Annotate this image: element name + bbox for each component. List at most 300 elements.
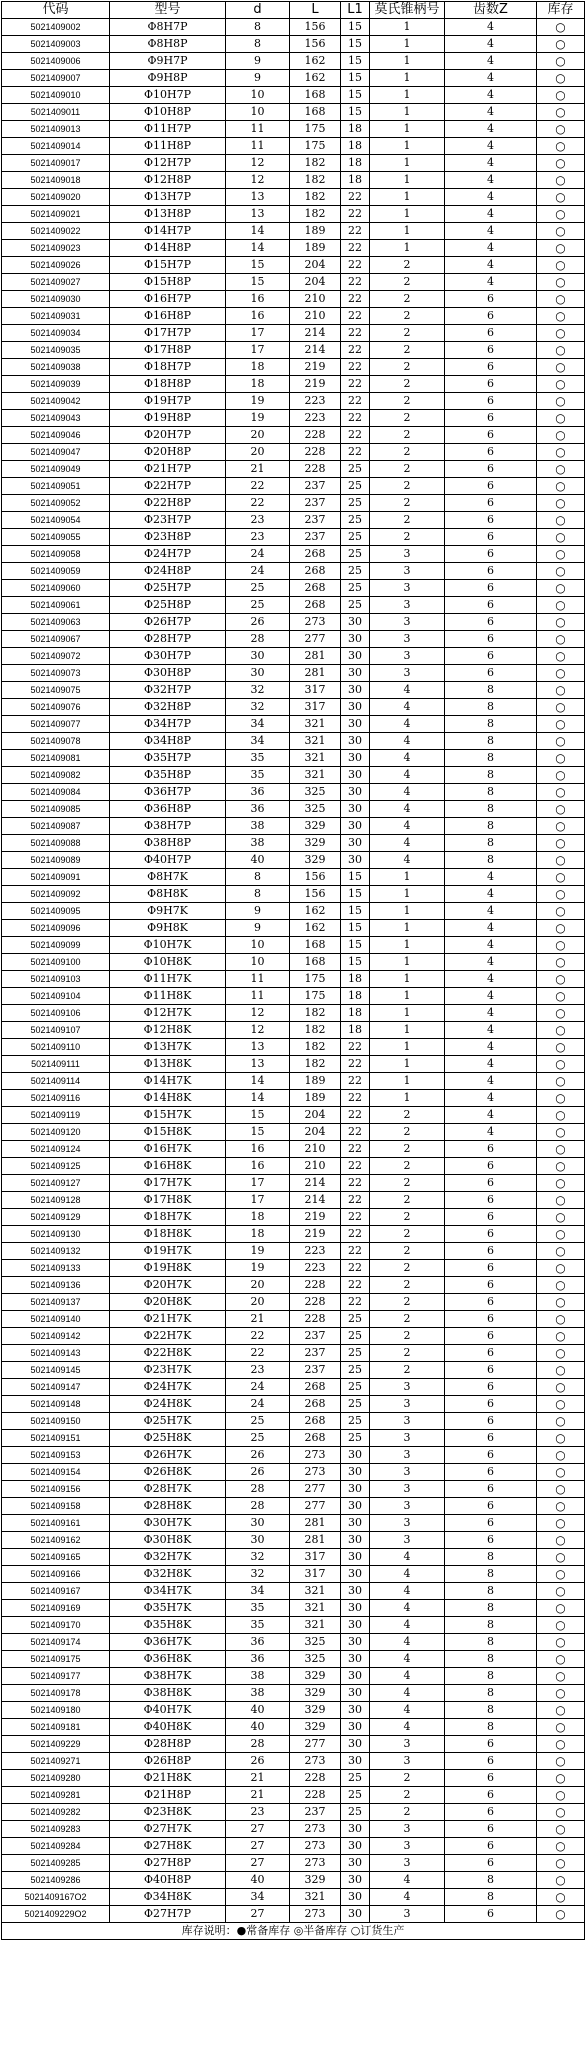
cell-l: 228 xyxy=(290,461,341,478)
cell-morse-taper: 4 xyxy=(370,1566,445,1583)
cell-teeth: 4 xyxy=(445,1056,537,1073)
cell-model: Φ9H7P xyxy=(110,53,226,70)
cell-stock: ○ xyxy=(537,835,585,852)
cell-morse-taper: 2 xyxy=(370,291,445,308)
cell-l1: 30 xyxy=(341,1702,370,1719)
table-row xyxy=(2,1090,585,1107)
cell-l: 175 xyxy=(290,988,341,1005)
cell-stock: ○ xyxy=(537,274,585,291)
cell-teeth: 6 xyxy=(445,1379,537,1396)
cell-l1: 22 xyxy=(341,1090,370,1107)
cell-code: 5021409078 xyxy=(2,733,110,750)
cell-model: Φ22H8K xyxy=(110,1345,226,1362)
cell-model: Φ26H8P xyxy=(110,1753,226,1770)
table-row xyxy=(2,1209,585,1226)
cell-stock: ○ xyxy=(537,1175,585,1192)
cell-l: 228 xyxy=(290,1277,341,1294)
cell-d: 13 xyxy=(226,1039,290,1056)
cell-l1: 25 xyxy=(341,1345,370,1362)
cell-d: 36 xyxy=(226,801,290,818)
cell-teeth: 6 xyxy=(445,1515,537,1532)
cell-model: Φ10H7P xyxy=(110,87,226,104)
cell-teeth: 4 xyxy=(445,121,537,138)
cell-code: 5021409143 xyxy=(2,1345,110,1362)
table-row xyxy=(2,104,585,121)
cell-teeth: 4 xyxy=(445,240,537,257)
cell-stock: ○ xyxy=(537,1005,585,1022)
cell-stock: ○ xyxy=(537,1549,585,1566)
cell-l: 162 xyxy=(290,70,341,87)
cell-model: Φ17H7K xyxy=(110,1175,226,1192)
cell-morse-taper: 3 xyxy=(370,1413,445,1430)
cell-stock: ○ xyxy=(537,1243,585,1260)
cell-code: 5021409166 xyxy=(2,1566,110,1583)
cell-teeth: 6 xyxy=(445,342,537,359)
cell-teeth: 6 xyxy=(445,597,537,614)
cell-l1: 22 xyxy=(341,342,370,359)
cell-model: Φ24H8P xyxy=(110,563,226,580)
table-row xyxy=(2,223,585,240)
cell-l1: 25 xyxy=(341,1430,370,1447)
cell-teeth: 4 xyxy=(445,274,537,291)
cell-stock: ○ xyxy=(537,563,585,580)
cell-model: Φ22H8P xyxy=(110,495,226,512)
cell-l1: 22 xyxy=(341,1277,370,1294)
cell-l: 237 xyxy=(290,1328,341,1345)
cell-morse-taper: 1 xyxy=(370,155,445,172)
cell-code: 5021409285 xyxy=(2,1855,110,1872)
cell-stock: ○ xyxy=(537,1736,585,1753)
table-row xyxy=(2,1753,585,1770)
cell-stock: ○ xyxy=(537,53,585,70)
table-row xyxy=(2,869,585,886)
cell-l: 329 xyxy=(290,818,341,835)
cell-code: 5021409081 xyxy=(2,750,110,767)
cell-morse-taper: 2 xyxy=(370,1345,445,1362)
cell-l: 156 xyxy=(290,19,341,36)
cell-d: 22 xyxy=(226,495,290,512)
cell-l: 210 xyxy=(290,1158,341,1175)
cell-d: 36 xyxy=(226,784,290,801)
cell-model: Φ11H8P xyxy=(110,138,226,155)
table-row xyxy=(2,665,585,682)
cell-l: 317 xyxy=(290,699,341,716)
cell-model: Φ17H8P xyxy=(110,342,226,359)
table-row xyxy=(2,461,585,478)
cell-l1: 30 xyxy=(341,1736,370,1753)
cell-d: 34 xyxy=(226,1583,290,1600)
cell-d: 16 xyxy=(226,1158,290,1175)
cell-stock: ○ xyxy=(537,1107,585,1124)
table-row xyxy=(2,1124,585,1141)
cell-model: Φ16H7K xyxy=(110,1141,226,1158)
cell-teeth: 6 xyxy=(445,1158,537,1175)
cell-model: Φ8H8K xyxy=(110,886,226,903)
cell-l: 273 xyxy=(290,1464,341,1481)
cell-teeth: 6 xyxy=(445,1396,537,1413)
cell-stock: ○ xyxy=(537,988,585,1005)
table-row xyxy=(2,1634,585,1651)
cell-stock: ○ xyxy=(537,393,585,410)
cell-d: 18 xyxy=(226,359,290,376)
table-row xyxy=(2,359,585,376)
cell-d: 14 xyxy=(226,1073,290,1090)
cell-code: 5021409280 xyxy=(2,1770,110,1787)
cell-l1: 22 xyxy=(341,274,370,291)
cell-l: 273 xyxy=(290,1447,341,1464)
table-row xyxy=(2,1719,585,1736)
cell-l1: 22 xyxy=(341,444,370,461)
cell-teeth: 6 xyxy=(445,1906,537,1923)
cell-code: 5021409031 xyxy=(2,308,110,325)
cell-stock: ○ xyxy=(537,1073,585,1090)
cell-d: 30 xyxy=(226,665,290,682)
table-row xyxy=(2,1056,585,1073)
cell-l1: 22 xyxy=(341,291,370,308)
cell-code: 5021409011 xyxy=(2,104,110,121)
cell-model: Φ13H8P xyxy=(110,206,226,223)
cell-code: 5021409085 xyxy=(2,801,110,818)
table-row xyxy=(2,580,585,597)
cell-stock: ○ xyxy=(537,1345,585,1362)
cell-l: 182 xyxy=(290,172,341,189)
cell-teeth: 8 xyxy=(445,818,537,835)
cell-d: 35 xyxy=(226,1600,290,1617)
cell-stock: ○ xyxy=(537,1855,585,1872)
cell-l: 325 xyxy=(290,1634,341,1651)
cell-teeth: 6 xyxy=(445,580,537,597)
cell-morse-taper: 1 xyxy=(370,240,445,257)
cell-teeth: 4 xyxy=(445,1022,537,1039)
cell-l1: 22 xyxy=(341,1039,370,1056)
cell-morse-taper: 2 xyxy=(370,1277,445,1294)
cell-d: 32 xyxy=(226,1566,290,1583)
cell-model: Φ20H8P xyxy=(110,444,226,461)
cell-l1: 30 xyxy=(341,648,370,665)
cell-code: 5021409167 xyxy=(2,1583,110,1600)
cell-teeth: 6 xyxy=(445,1821,537,1838)
cell-morse-taper: 2 xyxy=(370,529,445,546)
cell-l1: 25 xyxy=(341,597,370,614)
cell-l1: 22 xyxy=(341,1192,370,1209)
cell-model: Φ25H8K xyxy=(110,1430,226,1447)
cell-stock: ○ xyxy=(537,1141,585,1158)
cell-code: 5021409281 xyxy=(2,1787,110,1804)
cell-morse-taper: 1 xyxy=(370,189,445,206)
cell-teeth: 8 xyxy=(445,1668,537,1685)
cell-d: 25 xyxy=(226,1413,290,1430)
cell-d: 23 xyxy=(226,529,290,546)
table-row xyxy=(2,801,585,818)
cell-l: 175 xyxy=(290,971,341,988)
table-row xyxy=(2,1702,585,1719)
cell-l: 219 xyxy=(290,1209,341,1226)
cell-stock: ○ xyxy=(537,1379,585,1396)
cell-morse-taper: 2 xyxy=(370,325,445,342)
cell-d: 26 xyxy=(226,1753,290,1770)
cell-d: 24 xyxy=(226,1396,290,1413)
cell-code: 5021409145 xyxy=(2,1362,110,1379)
cell-teeth: 6 xyxy=(445,1226,537,1243)
table-row xyxy=(2,19,585,36)
cell-morse-taper: 1 xyxy=(370,903,445,920)
cell-l1: 22 xyxy=(341,257,370,274)
cell-code: 5021409137 xyxy=(2,1294,110,1311)
cell-stock: ○ xyxy=(537,1719,585,1736)
cell-l1: 30 xyxy=(341,1481,370,1498)
cell-stock: ○ xyxy=(537,1396,585,1413)
cell-l1: 30 xyxy=(341,1906,370,1923)
cell-stock: ○ xyxy=(537,121,585,138)
cell-morse-taper: 4 xyxy=(370,682,445,699)
cell-l: 156 xyxy=(290,36,341,53)
cell-model: Φ23H7K xyxy=(110,1362,226,1379)
cell-stock: ○ xyxy=(537,1039,585,1056)
header-l: L xyxy=(290,2,341,19)
table-row xyxy=(2,1311,585,1328)
cell-code: 5021409167O2 xyxy=(2,1889,110,1906)
cell-teeth: 4 xyxy=(445,189,537,206)
table-row xyxy=(2,444,585,461)
cell-d: 12 xyxy=(226,1022,290,1039)
cell-l1: 22 xyxy=(341,1073,370,1090)
cell-morse-taper: 2 xyxy=(370,495,445,512)
cell-model: Φ17H7P xyxy=(110,325,226,342)
cell-d: 22 xyxy=(226,1328,290,1345)
table-row xyxy=(2,1107,585,1124)
cell-teeth: 4 xyxy=(445,87,537,104)
cell-stock: ○ xyxy=(537,1022,585,1039)
cell-code: 5021409181 xyxy=(2,1719,110,1736)
cell-l1: 18 xyxy=(341,971,370,988)
cell-l1: 25 xyxy=(341,512,370,529)
cell-model: Φ15H8P xyxy=(110,274,226,291)
table-row xyxy=(2,1498,585,1515)
cell-l1: 22 xyxy=(341,206,370,223)
cell-teeth: 6 xyxy=(445,359,537,376)
cell-code: 5021409162 xyxy=(2,1532,110,1549)
cell-code: 5021409165 xyxy=(2,1549,110,1566)
cell-l: 168 xyxy=(290,104,341,121)
cell-teeth: 6 xyxy=(445,1787,537,1804)
cell-l: 182 xyxy=(290,189,341,206)
cell-l1: 30 xyxy=(341,1600,370,1617)
cell-model: Φ12H7P xyxy=(110,155,226,172)
cell-code: 5021409130 xyxy=(2,1226,110,1243)
cell-morse-taper: 2 xyxy=(370,308,445,325)
cell-code: 5021409018 xyxy=(2,172,110,189)
cell-model: Φ14H7K xyxy=(110,1073,226,1090)
cell-morse-taper: 2 xyxy=(370,359,445,376)
cell-d: 40 xyxy=(226,852,290,869)
cell-model: Φ9H8P xyxy=(110,70,226,87)
cell-l1: 30 xyxy=(341,1583,370,1600)
cell-model: Φ35H7P xyxy=(110,750,226,767)
cell-code: 5021409286 xyxy=(2,1872,110,1889)
cell-code: 5021409026 xyxy=(2,257,110,274)
cell-l1: 30 xyxy=(341,1549,370,1566)
cell-l: 204 xyxy=(290,1124,341,1141)
cell-teeth: 6 xyxy=(445,1498,537,1515)
table-row xyxy=(2,682,585,699)
cell-model: Φ21H7K xyxy=(110,1311,226,1328)
cell-d: 18 xyxy=(226,1226,290,1243)
cell-model: Φ27H7K xyxy=(110,1821,226,1838)
cell-stock: ○ xyxy=(537,682,585,699)
table-row xyxy=(2,835,585,852)
cell-morse-taper: 4 xyxy=(370,733,445,750)
cell-model: Φ16H8P xyxy=(110,308,226,325)
cell-model: Φ13H8K xyxy=(110,1056,226,1073)
cell-d: 38 xyxy=(226,835,290,852)
cell-d: 9 xyxy=(226,920,290,937)
cell-code: 5021409017 xyxy=(2,155,110,172)
cell-code: 5021409007 xyxy=(2,70,110,87)
cell-morse-taper: 2 xyxy=(370,1243,445,1260)
cell-l1: 22 xyxy=(341,1056,370,1073)
cell-teeth: 6 xyxy=(445,1430,537,1447)
cell-stock: ○ xyxy=(537,1430,585,1447)
cell-d: 36 xyxy=(226,1651,290,1668)
cell-l1: 30 xyxy=(341,1651,370,1668)
table-row xyxy=(2,852,585,869)
cell-l1: 25 xyxy=(341,1787,370,1804)
cell-model: Φ40H7K xyxy=(110,1702,226,1719)
cell-l: 237 xyxy=(290,512,341,529)
cell-morse-taper: 3 xyxy=(370,597,445,614)
cell-d: 26 xyxy=(226,1447,290,1464)
cell-l1: 25 xyxy=(341,1396,370,1413)
cell-l: 228 xyxy=(290,1770,341,1787)
cell-stock: ○ xyxy=(537,1413,585,1430)
cell-morse-taper: 1 xyxy=(370,172,445,189)
cell-code: 5021409107 xyxy=(2,1022,110,1039)
cell-morse-taper: 3 xyxy=(370,1838,445,1855)
product-table xyxy=(1,1,585,1940)
cell-code: 5021409178 xyxy=(2,1685,110,1702)
cell-code: 5021409103 xyxy=(2,971,110,988)
cell-l1: 30 xyxy=(341,1617,370,1634)
cell-l1: 25 xyxy=(341,1770,370,1787)
cell-stock: ○ xyxy=(537,954,585,971)
table-row xyxy=(2,750,585,767)
cell-l1: 15 xyxy=(341,19,370,36)
cell-code: 5021409091 xyxy=(2,869,110,886)
cell-l: 329 xyxy=(290,1702,341,1719)
table-row xyxy=(2,1413,585,1430)
cell-model: Φ12H8P xyxy=(110,172,226,189)
cell-model: Φ22H7K xyxy=(110,1328,226,1345)
cell-code: 5021409125 xyxy=(2,1158,110,1175)
cell-teeth: 6 xyxy=(445,376,537,393)
table-row xyxy=(2,189,585,206)
cell-l1: 22 xyxy=(341,1141,370,1158)
cell-l1: 30 xyxy=(341,699,370,716)
cell-stock: ○ xyxy=(537,1634,585,1651)
cell-teeth: 4 xyxy=(445,903,537,920)
cell-code: 5021409095 xyxy=(2,903,110,920)
cell-model: Φ27H8P xyxy=(110,1855,226,1872)
cell-l1: 30 xyxy=(341,1532,370,1549)
cell-d: 35 xyxy=(226,750,290,767)
cell-morse-taper: 1 xyxy=(370,36,445,53)
cell-teeth: 4 xyxy=(445,920,537,937)
cell-d: 32 xyxy=(226,699,290,716)
table-row xyxy=(2,1481,585,1498)
cell-l: 223 xyxy=(290,393,341,410)
table-row xyxy=(2,1651,585,1668)
cell-d: 17 xyxy=(226,342,290,359)
cell-teeth: 6 xyxy=(445,1838,537,1855)
cell-stock: ○ xyxy=(537,1685,585,1702)
cell-morse-taper: 2 xyxy=(370,393,445,410)
cell-model: Φ34H7K xyxy=(110,1583,226,1600)
cell-l1: 22 xyxy=(341,1107,370,1124)
cell-l: 162 xyxy=(290,53,341,70)
table-row xyxy=(2,1226,585,1243)
cell-l: 281 xyxy=(290,1532,341,1549)
cell-d: 17 xyxy=(226,1175,290,1192)
cell-l: 273 xyxy=(290,1821,341,1838)
cell-stock: ○ xyxy=(537,172,585,189)
cell-d: 14 xyxy=(226,223,290,240)
cell-code: 5021409030 xyxy=(2,291,110,308)
cell-d: 34 xyxy=(226,1889,290,1906)
cell-l1: 15 xyxy=(341,903,370,920)
cell-d: 38 xyxy=(226,1668,290,1685)
table-row xyxy=(2,631,585,648)
cell-d: 30 xyxy=(226,648,290,665)
cell-morse-taper: 4 xyxy=(370,750,445,767)
cell-stock: ○ xyxy=(537,1872,585,1889)
cell-l: 325 xyxy=(290,1651,341,1668)
cell-d: 35 xyxy=(226,767,290,784)
table-row xyxy=(2,1277,585,1294)
cell-morse-taper: 1 xyxy=(370,1056,445,1073)
cell-d: 28 xyxy=(226,1498,290,1515)
cell-model: Φ18H7P xyxy=(110,359,226,376)
cell-teeth: 8 xyxy=(445,835,537,852)
cell-teeth: 8 xyxy=(445,1566,537,1583)
cell-code: 5021409175 xyxy=(2,1651,110,1668)
cell-l1: 30 xyxy=(341,750,370,767)
cell-stock: ○ xyxy=(537,1464,585,1481)
cell-l1: 15 xyxy=(341,87,370,104)
cell-teeth: 6 xyxy=(445,461,537,478)
cell-morse-taper: 1 xyxy=(370,937,445,954)
cell-d: 19 xyxy=(226,1260,290,1277)
cell-model: Φ15H7K xyxy=(110,1107,226,1124)
cell-stock: ○ xyxy=(537,1209,585,1226)
cell-l1: 25 xyxy=(341,529,370,546)
cell-stock: ○ xyxy=(537,699,585,716)
cell-teeth: 6 xyxy=(445,1294,537,1311)
cell-d: 38 xyxy=(226,1685,290,1702)
table-row xyxy=(2,1804,585,1821)
cell-model: Φ25H7K xyxy=(110,1413,226,1430)
cell-teeth: 8 xyxy=(445,750,537,767)
cell-morse-taper: 1 xyxy=(370,971,445,988)
cell-l: 329 xyxy=(290,1685,341,1702)
cell-morse-taper: 3 xyxy=(370,1481,445,1498)
cell-l: 321 xyxy=(290,716,341,733)
cell-l: 237 xyxy=(290,478,341,495)
cell-l1: 22 xyxy=(341,325,370,342)
cell-model: Φ16H8K xyxy=(110,1158,226,1175)
cell-l1: 30 xyxy=(341,1498,370,1515)
cell-d: 12 xyxy=(226,155,290,172)
cell-teeth: 6 xyxy=(445,1243,537,1260)
